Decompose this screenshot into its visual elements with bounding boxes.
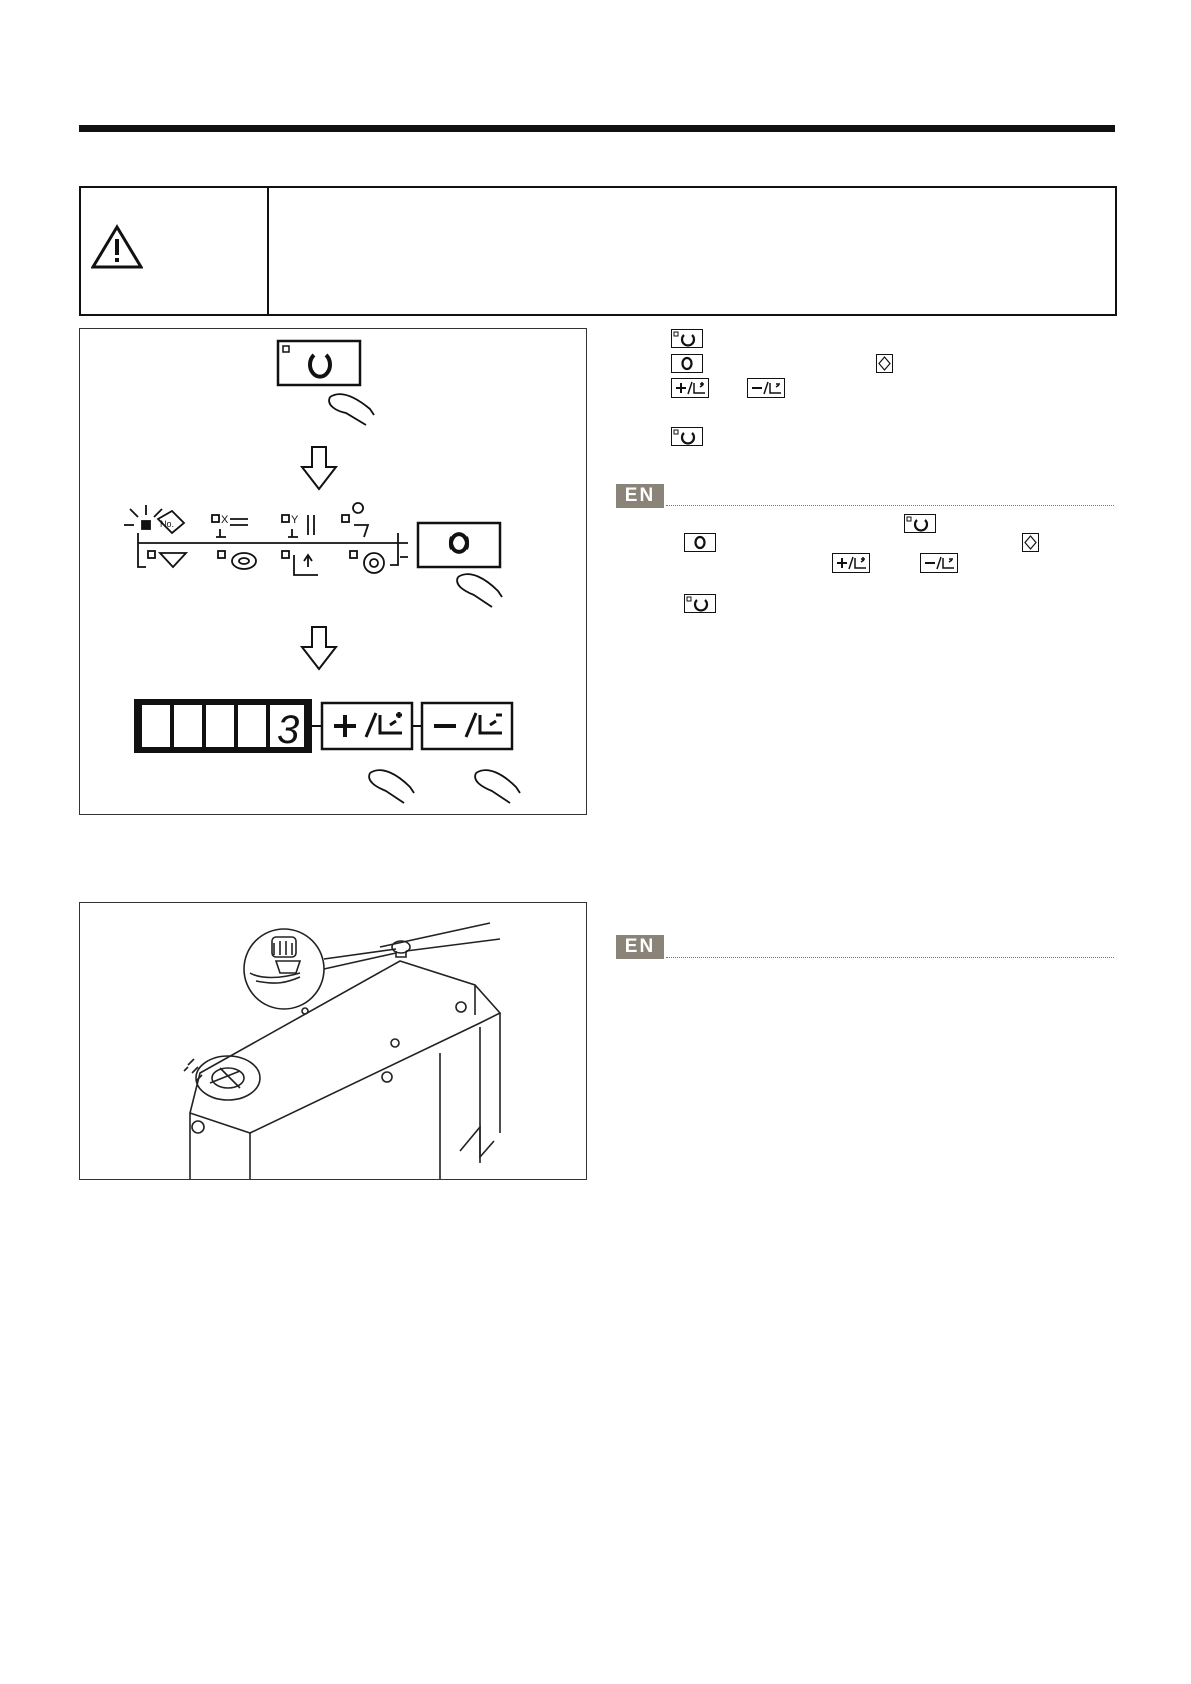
thread-guide-illustration — [80, 903, 586, 1179]
ready-key-icon — [671, 329, 703, 348]
down-arrow-icon — [302, 627, 336, 669]
finger-icon — [475, 770, 520, 803]
ready-key — [278, 341, 360, 385]
minus-key — [422, 703, 512, 749]
down-arrow-icon — [302, 447, 336, 489]
svg-text:X: X — [221, 514, 229, 526]
select-key-icon — [876, 354, 893, 373]
display-digit-5: 3 — [277, 708, 300, 752]
section-divider — [666, 505, 1114, 506]
reset-key-icon — [671, 354, 703, 373]
presser-icon — [342, 503, 368, 537]
top-rule — [79, 125, 1115, 132]
machine-figure — [79, 902, 587, 1180]
section-divider — [666, 957, 1114, 958]
minus-key-icon — [920, 553, 958, 573]
finger-icon — [369, 770, 414, 803]
thread-tension-icon — [282, 551, 318, 575]
indicator-panel — [124, 503, 398, 575]
reset-key-icon — [684, 533, 716, 552]
select-key-icon — [1022, 533, 1039, 552]
stitch-count-icon — [148, 551, 186, 567]
reset-key — [418, 523, 500, 567]
en-label: EN — [616, 484, 664, 508]
en-label: EN — [616, 935, 664, 959]
finger-icon — [329, 394, 374, 425]
svg-text:No.: No. — [160, 519, 175, 529]
warning-icon-cell — [81, 188, 269, 314]
speed-icon — [350, 551, 384, 573]
ready-key-icon — [684, 594, 716, 613]
minus-key-icon — [747, 378, 785, 398]
finger-icon — [457, 574, 502, 607]
plus-key-icon — [832, 553, 870, 573]
y-scale-icon — [282, 514, 314, 537]
bobbin-counter-icon — [218, 551, 256, 569]
panel-figure — [79, 328, 587, 815]
warning-box — [79, 186, 1117, 316]
svg-text:Y: Y — [291, 514, 299, 526]
blinking-lamp-icon — [124, 505, 162, 529]
ready-key-icon — [671, 427, 703, 446]
plus-key — [322, 703, 412, 749]
warning-triangle-icon — [91, 224, 143, 270]
ready-key-icon — [904, 514, 936, 533]
panel-illustration — [80, 329, 586, 814]
plus-key-icon — [671, 378, 709, 398]
x-scale-icon — [212, 514, 248, 537]
